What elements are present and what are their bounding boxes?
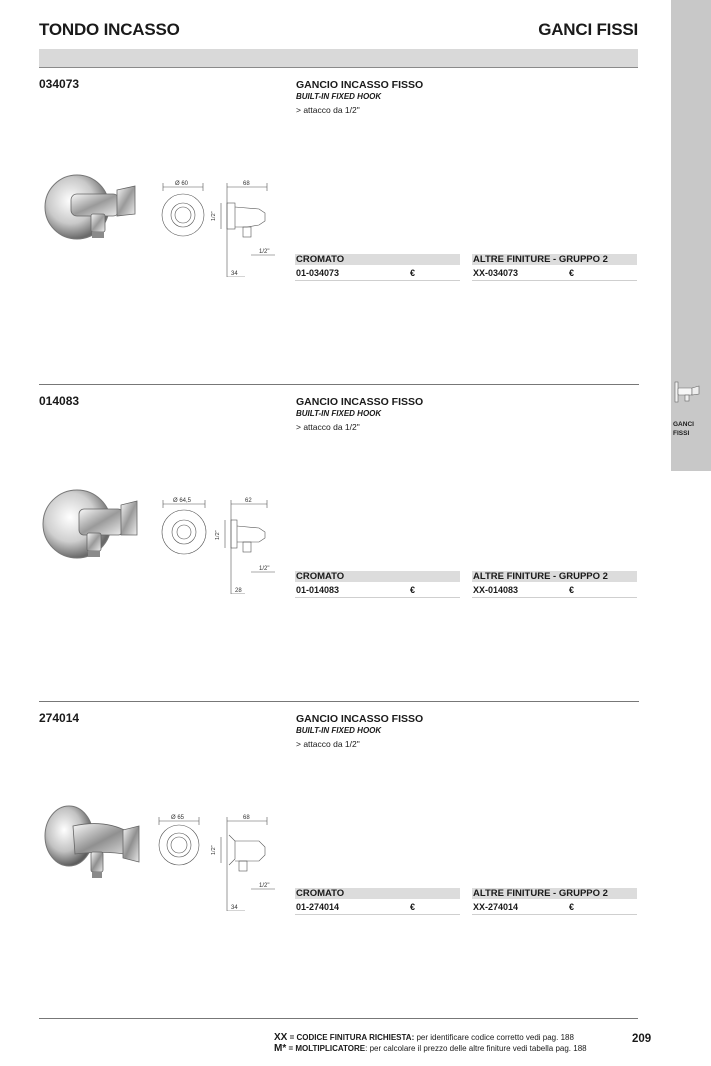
xx-text: per identificare codice corretto vedi pag. 188 — [416, 1033, 574, 1042]
footer-note-m — [274, 1043, 587, 1054]
page-number: 209 — [632, 1033, 652, 1045]
drawing-diameter: Ø 64,5 — [173, 498, 192, 504]
finish-cromato — [295, 888, 460, 915]
drawing-thread: 1/2" — [259, 883, 270, 889]
side-label-line2: FISSI — [673, 430, 690, 437]
drawing-base: 34 — [231, 905, 238, 911]
finish-header: CROMATO — [295, 571, 460, 582]
side-tab-label — [673, 420, 694, 438]
page-title: TONDO INCASSO — [39, 20, 180, 39]
finish-code: XX-014083 — [473, 585, 519, 595]
m-text: : per calcolare il prezzo delle altre finiture vedi tabella pag. 188 — [365, 1044, 587, 1053]
product-feature: > attacco da 1/2" — [296, 105, 360, 115]
finish-altre — [472, 888, 637, 915]
finish-row[interactable] — [295, 265, 460, 281]
drawing-vertical: 1/2" — [211, 211, 217, 221]
technical-drawing — [155, 157, 285, 277]
m-label: = MOLTIPLICATORE — [288, 1044, 366, 1053]
drawing-depth: 68 — [243, 181, 250, 187]
finish-header: ALTRE FINITURE - GRUPPO 2 — [472, 254, 637, 265]
product-code: 274014 — [39, 711, 80, 725]
technical-drawing — [155, 474, 285, 594]
drawing-base: 28 — [235, 588, 242, 594]
hook-icon — [673, 378, 703, 408]
product-subtitle: BUILT-IN FIXED HOOK — [296, 409, 382, 418]
finish-header: CROMATO — [295, 254, 460, 265]
product-photo — [39, 162, 144, 257]
product-photo — [39, 796, 144, 891]
finish-code: 01-274014 — [296, 902, 340, 912]
section-title: GANCI FISSI — [538, 20, 638, 39]
drawing-base: 34 — [231, 271, 238, 277]
finish-row[interactable] — [472, 265, 637, 281]
product-photo — [39, 479, 144, 574]
product-block — [39, 384, 639, 684]
finish-cromato — [295, 571, 460, 598]
finish-altre — [472, 571, 637, 598]
product-feature: > attacco da 1/2" — [296, 739, 360, 749]
finish-row[interactable] — [472, 899, 637, 915]
product-code: 014083 — [39, 394, 80, 408]
product-subtitle: BUILT-IN FIXED HOOK — [296, 92, 382, 101]
price-symbol: € — [410, 902, 416, 912]
product-block — [39, 701, 639, 1001]
section-divider — [39, 701, 639, 702]
product-block — [39, 67, 639, 367]
drawing-depth: 62 — [245, 498, 252, 504]
product-code: 034073 — [39, 77, 80, 91]
product-title: GANCIO INCASSO FISSO — [296, 79, 424, 91]
finish-code: 01-034073 — [296, 268, 340, 278]
drawing-diameter: Ø 65 — [171, 815, 185, 821]
drawing-vertical: 1/2" — [215, 530, 221, 540]
price-symbol: € — [569, 268, 575, 278]
side-label-line1: GANCI — [673, 421, 694, 428]
footer-note-xx — [274, 1032, 574, 1043]
finish-altre — [472, 254, 637, 281]
product-title: GANCIO INCASSO FISSO — [296, 396, 424, 408]
header-band — [39, 49, 638, 68]
finish-header: ALTRE FINITURE - GRUPPO 2 — [472, 571, 637, 582]
drawing-diameter: Ø 60 — [175, 181, 189, 187]
finish-code: 01-014083 — [296, 585, 340, 595]
m-key: M* — [274, 1043, 287, 1054]
finish-code: XX-274014 — [473, 902, 519, 912]
product-subtitle: BUILT-IN FIXED HOOK — [296, 726, 382, 735]
finish-code: XX-034073 — [473, 268, 519, 278]
price-symbol: € — [410, 268, 416, 278]
drawing-depth: 68 — [243, 815, 250, 821]
finish-cromato — [295, 254, 460, 281]
price-symbol: € — [410, 585, 416, 595]
finish-row[interactable] — [295, 899, 460, 915]
section-divider — [39, 384, 639, 385]
xx-label: = CODICE FINITURA RICHIESTA: — [289, 1033, 415, 1042]
finish-header: ALTRE FINITURE - GRUPPO 2 — [472, 888, 637, 899]
drawing-vertical: 1/2" — [211, 845, 217, 855]
finish-header: CROMATO — [295, 888, 460, 899]
drawing-thread: 1/2" — [259, 566, 270, 572]
product-feature: > attacco da 1/2" — [296, 422, 360, 432]
finish-row[interactable] — [295, 582, 460, 598]
technical-drawing — [155, 791, 285, 911]
price-symbol: € — [569, 585, 575, 595]
drawing-thread: 1/2" — [259, 249, 270, 255]
xx-key: XX — [274, 1032, 288, 1043]
finish-row[interactable] — [472, 582, 637, 598]
footer-divider — [39, 1018, 638, 1019]
price-symbol: € — [569, 902, 575, 912]
product-title: GANCIO INCASSO FISSO — [296, 713, 424, 725]
